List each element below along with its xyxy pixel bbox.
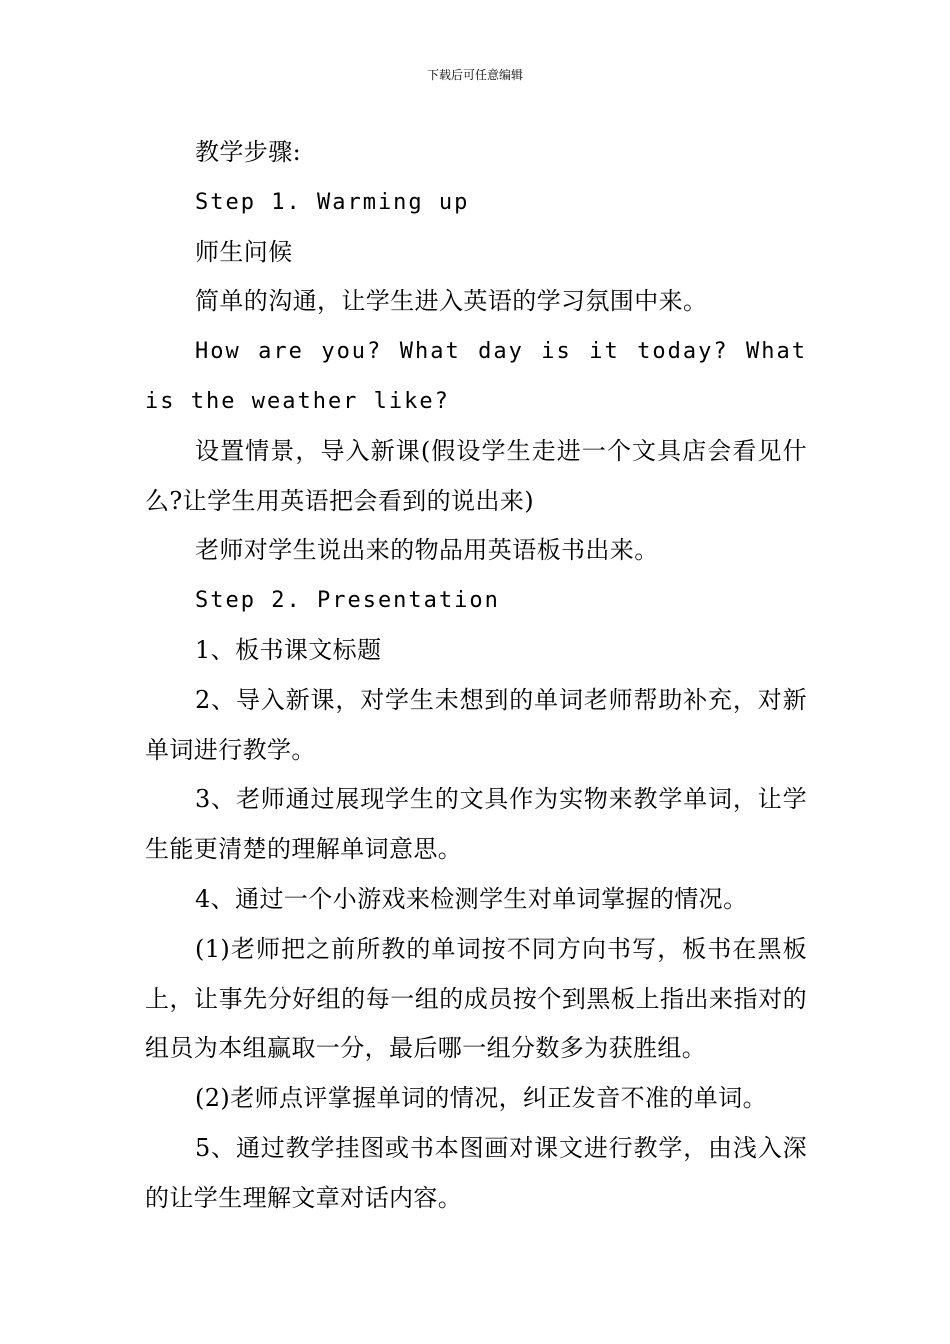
paragraph-item-1: 1、板书课文标题 — [195, 635, 382, 664]
paragraph-item-2: 2、导入新课，对学生未想到的单词老师帮助补充，对新单词进行教学。 — [145, 685, 807, 764]
paragraph-blackboard-items: 老师对学生说出来的物品用英语板书出来。 — [195, 536, 659, 565]
paragraph-teaching-steps: 教学步骤: — [195, 138, 302, 166]
paragraph-greeting: 师生问候 — [195, 237, 293, 266]
paragraph-item-3: 3、老师通过展现学生的文具作为实物来教学单词，让学生能更清楚的理解单词意思。 — [145, 785, 807, 864]
paragraph-simple-communication: 简单的沟通，让学生进入英语的学习氛围中来。 — [195, 287, 708, 316]
paragraph-item-5: 5、通过教学挂图或书本图画对课文进行教学，由浅入深的让学生理解文章对话内容。 — [145, 1133, 807, 1212]
paragraph-sub-item-1: (1)老师把之前所教的单词按不同方向书写，板书在黑板上，让事先分好组的每一组的成员按个到黑板上指出来指对的组员为本组赢取一分，最后哪一组分数多为获胜组。 — [145, 934, 807, 1063]
paragraph-step1-heading: Step 1. Warming up — [195, 189, 470, 215]
document-body — [145, 128, 807, 1224]
page-header-note: 下载后可任意编辑 — [426, 68, 523, 82]
paragraph-set-scene: 设置情景，导入新课(假设学生走进一个文具店会看见什么?让学生用英语把会看到的说出来) — [145, 436, 807, 515]
paragraph-item-4: 4、通过一个小游戏来检测学生对单词掌握的情况。 — [195, 884, 748, 913]
paragraph-step2-heading: Step 2. Presentation — [195, 588, 500, 614]
paragraph-english-questions: How are you? What day is it today? What is the weather like? — [145, 339, 807, 414]
paragraph-sub-item-2: (2)老师点评掌握单词的情况，纠正发音不准的单词。 — [195, 1084, 767, 1113]
